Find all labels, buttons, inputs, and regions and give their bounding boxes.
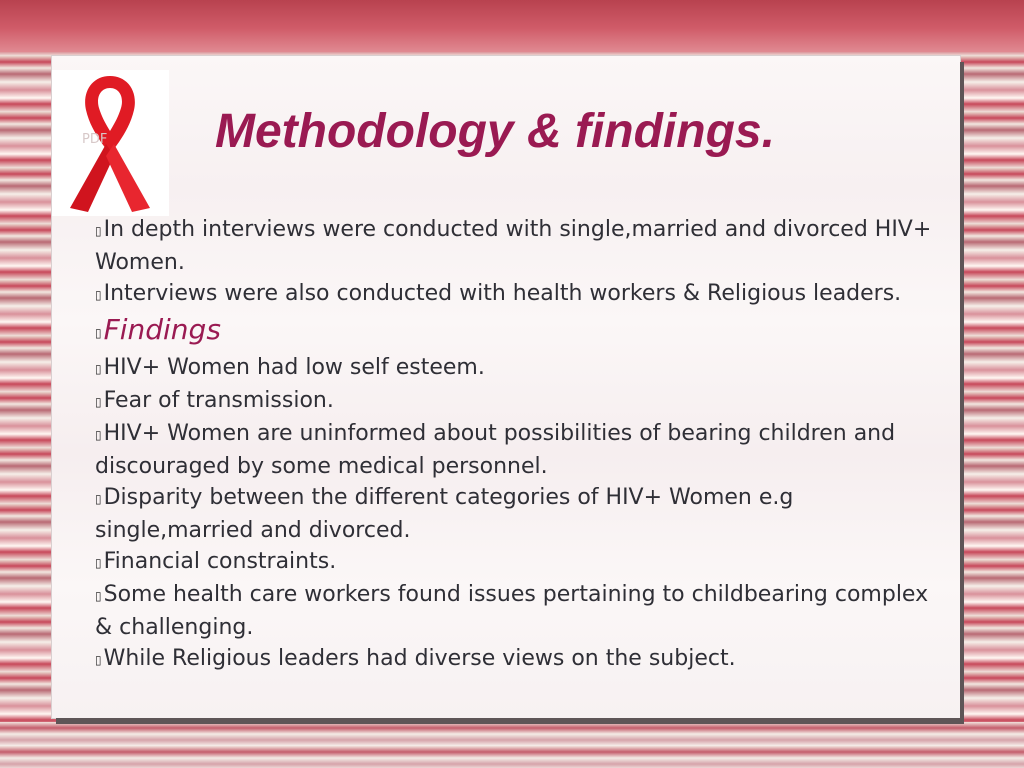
list-item-text: Financial constraints. bbox=[103, 549, 337, 574]
bullet-icon: ▯ bbox=[95, 395, 102, 409]
list-item bbox=[95, 385, 945, 418]
slide-title: Methodology & findings. bbox=[215, 105, 775, 158]
list-item bbox=[95, 579, 945, 643]
slide-panel bbox=[52, 56, 960, 718]
bullet-icon: ▯ bbox=[95, 326, 102, 340]
list-item-text: Some health care workers found issues pertaining to childbearing complex & challenging. bbox=[95, 582, 929, 640]
list-item bbox=[95, 482, 945, 546]
list-item bbox=[95, 418, 945, 482]
list-item-text: Interviews were also conducted with health workers & Religious leaders. bbox=[103, 281, 902, 306]
list-item-text: HIV+ Women had low self esteem. bbox=[103, 355, 485, 380]
bullet-icon: ▯ bbox=[95, 556, 102, 570]
bullet-list bbox=[95, 214, 945, 676]
list-item-text: In depth interviews were conducted with single,married and divorced HIV+ Women. bbox=[95, 217, 932, 275]
bullet-icon: ▯ bbox=[95, 288, 102, 302]
bullet-icon: ▯ bbox=[95, 224, 102, 238]
bullet-icon: ▯ bbox=[95, 362, 102, 376]
findings-heading bbox=[95, 311, 945, 352]
list-item bbox=[95, 643, 945, 676]
list-item bbox=[95, 352, 945, 385]
list-item-text: Fear of transmission. bbox=[103, 388, 334, 413]
list-item-text: Findings bbox=[103, 313, 221, 346]
list-item bbox=[95, 278, 945, 311]
list-item-text: While Religious leaders had diverse views on the subject. bbox=[103, 646, 736, 671]
bullet-icon: ▯ bbox=[95, 428, 102, 442]
logo-watermark-text: PDF bbox=[82, 132, 108, 147]
list-item-text: Disparity between the different categories of HIV+ Women e.g single,married and divorced. bbox=[95, 485, 794, 543]
bullet-icon: ▯ bbox=[95, 589, 102, 603]
bullet-icon: ▯ bbox=[95, 653, 102, 667]
ribbon-logo bbox=[52, 70, 169, 216]
bottom-stripe-band bbox=[0, 722, 1024, 768]
list-item-text: HIV+ Women are uninformed about possibilities of bearing children and discouraged by some medical personnel. bbox=[95, 421, 896, 479]
list-item bbox=[95, 546, 945, 579]
list-item bbox=[95, 214, 945, 278]
bullet-icon: ▯ bbox=[95, 492, 102, 506]
top-stripe-band bbox=[0, 0, 1024, 52]
